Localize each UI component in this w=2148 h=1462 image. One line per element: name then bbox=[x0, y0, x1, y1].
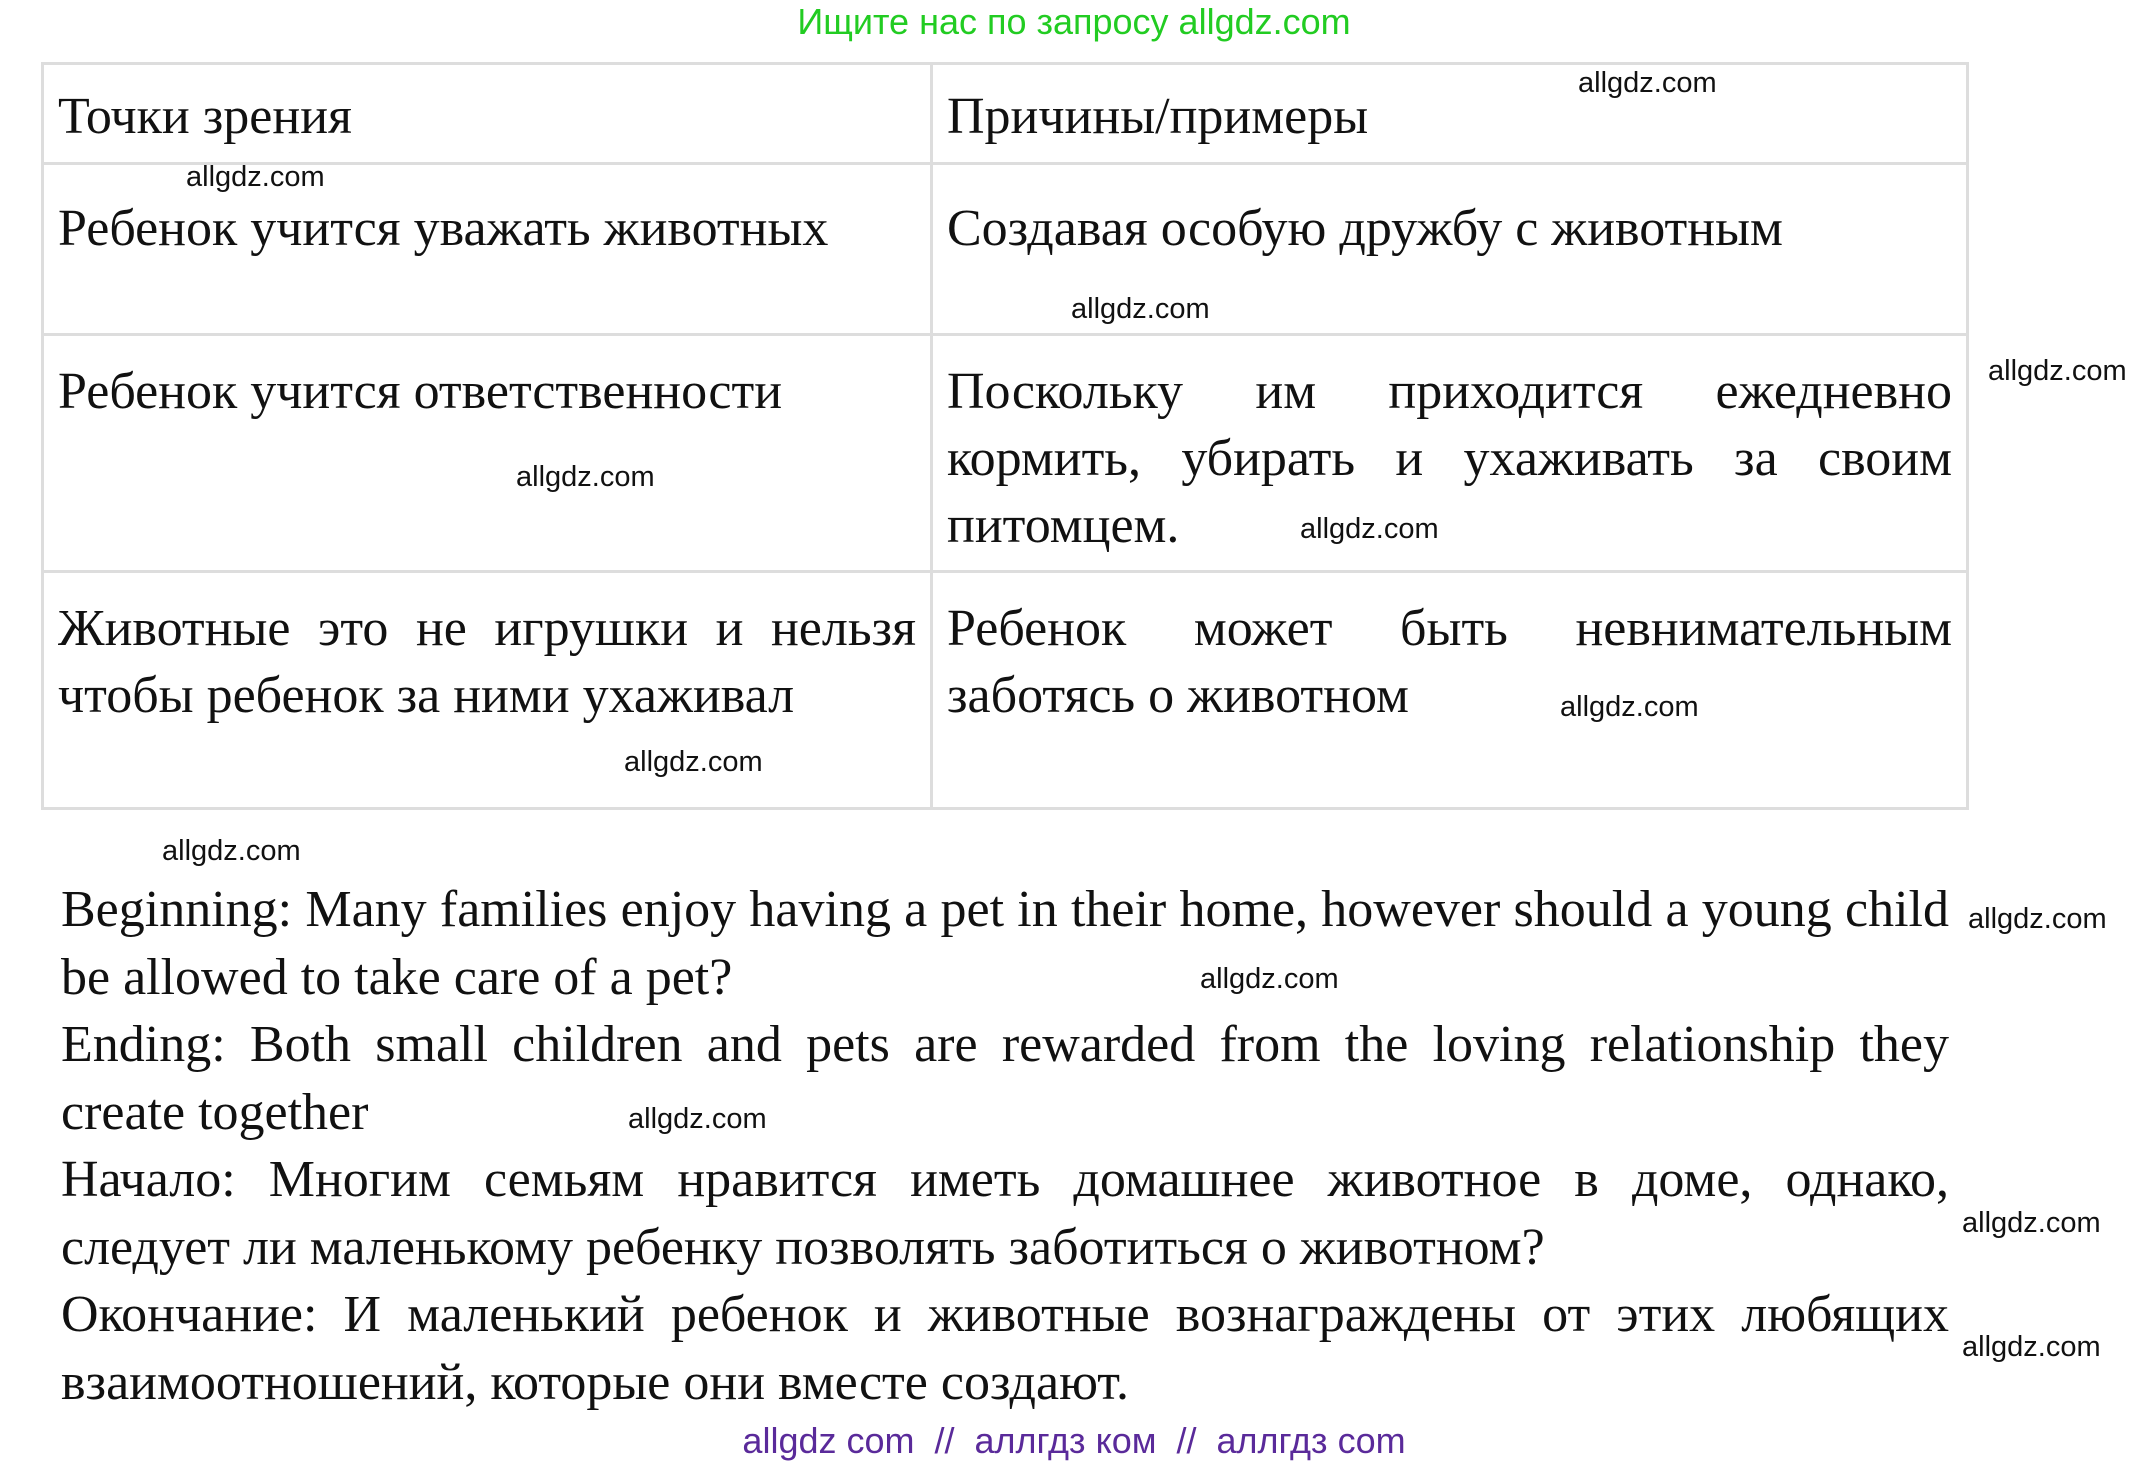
table-row bbox=[43, 335, 1968, 572]
paragraph-ending: Ending: Both small children and pets are rewarded from the loving relationship they create together bbox=[61, 1016, 1949, 1141]
watermark: allgdz.com bbox=[1968, 903, 2107, 935]
text-body bbox=[61, 876, 1949, 1416]
header-cell: Причины/примеры bbox=[932, 64, 1968, 164]
table-cell: Ребенок учится ответственности bbox=[43, 335, 932, 572]
watermark: allgdz.com bbox=[1962, 1207, 2101, 1239]
table-cell: Поскольку им приходится ежедневно кормить, убирать и ухаживать за своим питомцем. bbox=[932, 335, 1968, 572]
table-cell: Создавая особую дружбу с животным bbox=[932, 164, 1968, 335]
table-cell: Ребенок может быть невнимательным заботясь о животном bbox=[932, 572, 1968, 809]
watermark: allgdz.com bbox=[628, 1103, 767, 1135]
watermark: allgdz.com bbox=[1988, 355, 2127, 387]
table-cell: Ребенок учится уважать животных bbox=[43, 164, 932, 335]
watermark: allgdz.com bbox=[1560, 691, 1699, 723]
search-banner: Ищите нас по запросу allgdz.com bbox=[797, 1, 1351, 42]
table-cell: Животные это не игрушки и нельзя чтобы ребенок за ними ухаживал bbox=[43, 572, 932, 809]
watermark: allgdz.com bbox=[1200, 963, 1339, 995]
header-cell: Точки зрения bbox=[43, 64, 932, 164]
watermark: allgdz.com bbox=[1962, 1331, 2101, 1363]
watermark: allgdz.com bbox=[516, 461, 655, 493]
watermark: allgdz.com bbox=[1578, 67, 1717, 99]
watermark: allgdz.com bbox=[162, 835, 301, 867]
paragraph-okonchanie: Окончание: И маленький ребенок и животные вознаграждены от этих любящих взаимоотношений, которые они вместе создают. bbox=[61, 1286, 1949, 1411]
watermark: allgdz.com bbox=[624, 746, 763, 778]
table-row bbox=[43, 164, 1968, 335]
watermark: allgdz.com bbox=[1071, 293, 1210, 325]
paragraph-nachalo: Начало: Многим семьям нравится иметь домашнее животное в доме, однако, следует ли маленькому ребенку позволять заботиться о животном? bbox=[61, 1151, 1949, 1276]
paragraph-beginning: Beginning: Many families enjoy having a pet in their home, however should a young child be allowed to take care of a pet? bbox=[61, 881, 1949, 1006]
watermark: allgdz.com bbox=[1300, 513, 1439, 545]
footer-links: allgdz com // аллгдз ком // аллгдз com bbox=[742, 1420, 1406, 1461]
watermark: allgdz.com bbox=[186, 161, 325, 193]
